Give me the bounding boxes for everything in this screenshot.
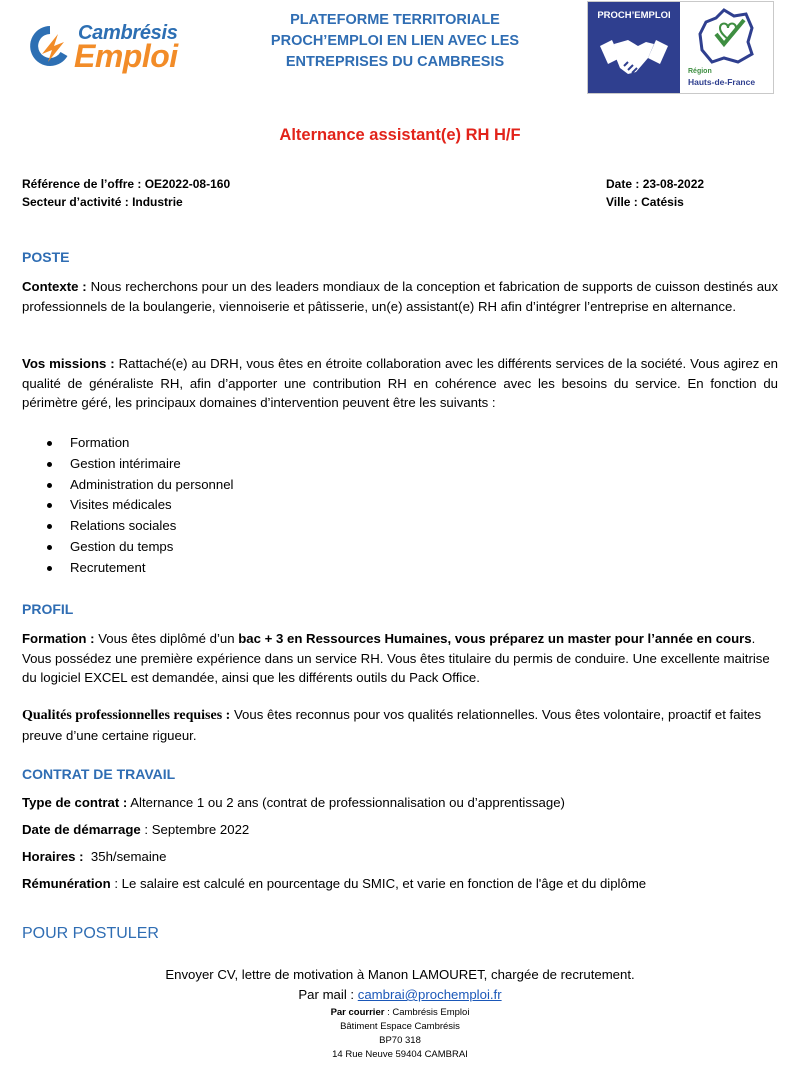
contexte-paragraph [22,277,778,316]
qualites-label: Qualités professionnelles requises : [22,708,231,723]
list-item: Gestion intérimaire [22,454,233,475]
list-item: Recrutement [22,558,233,579]
list-item: Administration du personnel [22,475,233,496]
proch-emploi-label: PROCH’EMPLOI [597,10,671,21]
section-heading-postuler: POUR POSTULER [22,925,159,942]
date-label: Date : [606,177,640,191]
sector-value: Industrie [132,195,183,209]
offer-meta-right [606,175,704,211]
apply-instruction: Envoyer CV, lettre de motivation à Manon LAMOURET, chargée de recrutement. [165,967,635,982]
courrier-value: : Cambrésis Emploi [384,1007,470,1018]
region-panel [680,2,773,93]
logo-text-line1: Cambrésis [78,22,178,44]
proch-emploi-region-badge [587,1,774,94]
formation-bold-text: bac + 3 en Ressources Humaines, vous préparez un master pour l’année en cours [238,631,752,646]
sector-label: Secteur d’activité : [22,195,129,209]
section-heading-contrat: CONTRAT DE TRAVAIL [22,766,176,782]
mail-prefix: Par mail : [298,987,358,1002]
platform-title-line: ENTREPRISES DU CAMBRESIS [285,54,505,70]
reference-line [22,175,230,193]
date-line [606,175,704,193]
qualites-text: Vous êtes reconnus pour vos qualités relationnelles. Vous êtes volontaire, proactif et faites preuve d’une certaine rigueur. [22,707,762,743]
missions-paragraph [22,354,778,413]
start-date-line [22,822,249,837]
missions-text: Rattaché(e) au DRH, vous êtes en étroite collaboration avec les différents services de la société. Vous agirez en qualité de généraliste RH, afin d’apporter une contribution RH en cohérence avec les besoins du service. En fonction du périmètre géré, les principaux domaines d’intervention peuvent être les suivants : [22,356,779,410]
list-item: Visites médicales [22,495,233,516]
qualites-paragraph [22,705,778,745]
logo-mark-icon [28,24,72,68]
start-date-value: : Septembre 2022 [140,822,250,837]
section-heading-profil: PROFIL [22,601,74,617]
proch-emploi-panel [588,2,680,93]
pay-value: : Le salaire est calculé en pourcentage du SMIC, et varie en fonction de l'âge et du diplôme [110,876,647,891]
address-line: Bâtiment Espace Cambrésis [340,1021,460,1032]
city-value: Catésis [641,195,684,209]
date-value: 23-08-2022 [642,177,705,191]
cambresis-emploi-logo [28,20,198,72]
formation-text-1: Vous êtes diplômé d’un [94,631,239,646]
email-link[interactable]: cambrai@prochemploi.fr [357,987,502,1002]
handshake-icon [598,28,670,84]
france-map-heart-icon [694,6,758,66]
platform-title [230,10,560,73]
offer-title: Alternance assistant(e) RH H/F [279,126,521,144]
formation-paragraph [22,629,778,688]
missions-list [22,433,233,579]
section-heading-poste: POSTE [22,249,70,265]
offer-meta-left [22,175,230,211]
logo-text-line2: Emploi [74,38,178,74]
apply-mail-line [0,987,800,1002]
region-small-label: Région [688,68,712,75]
region-name: Hauts-de-France [688,77,756,87]
formation-text-2: . Vous possédez une première expérience dans un service RH. Vous êtes titulaire du permis de conduire. Une excellente maitrise du logiciel EXCEL est demandée, ainsi que les différents outils du Pack Office. [22,631,770,685]
pay-line [22,876,646,891]
hours-label: Horaires : [22,849,84,864]
courrier-line [0,1007,800,1018]
pay-label: Rémunération [22,876,111,891]
contract-type-label: Type de contrat : [22,795,128,810]
city-label: Ville : [606,195,638,209]
address-line: 14 Rue Neuve 59404 CAMBRAI [332,1049,468,1060]
contract-type-line [22,795,565,810]
platform-title-line: PLATEFORME TERRITORIALE [290,12,500,28]
list-item: Relations sociales [22,516,233,537]
start-date-label: Date de démarrage [22,822,141,837]
reference-label: Référence de l’offre : [22,177,142,191]
list-item: Formation [22,433,233,454]
courrier-label: Par courrier [330,1007,385,1018]
hours-value: 35h/semaine [83,849,167,864]
platform-title-line: PROCH’EMPLOI EN LIEN AVEC LES [270,33,520,49]
contract-type-value: Alternance 1 ou 2 ans (contrat de professionnalisation ou d’apprentissage) [127,795,565,810]
sector-line [22,193,230,211]
reference-value: OE2022-08-160 [144,177,231,191]
list-item: Gestion du temps [22,537,233,558]
contexte-text: Nous recherchons pour un des leaders mondiaux de la conception et fabrication de supports de cuisson destinés aux professionnels de la boulangerie, viennoiserie et pâtisserie, un(e) assistant(e) RH afin d’intégrer l’entreprise en alternance. [22,279,778,314]
formation-label: Formation : [22,631,95,646]
contexte-label: Contexte : [22,279,87,294]
city-line [606,193,704,211]
address-line: BP70 318 [379,1035,421,1046]
hours-line [22,849,166,864]
missions-label: Vos missions : [22,356,115,371]
